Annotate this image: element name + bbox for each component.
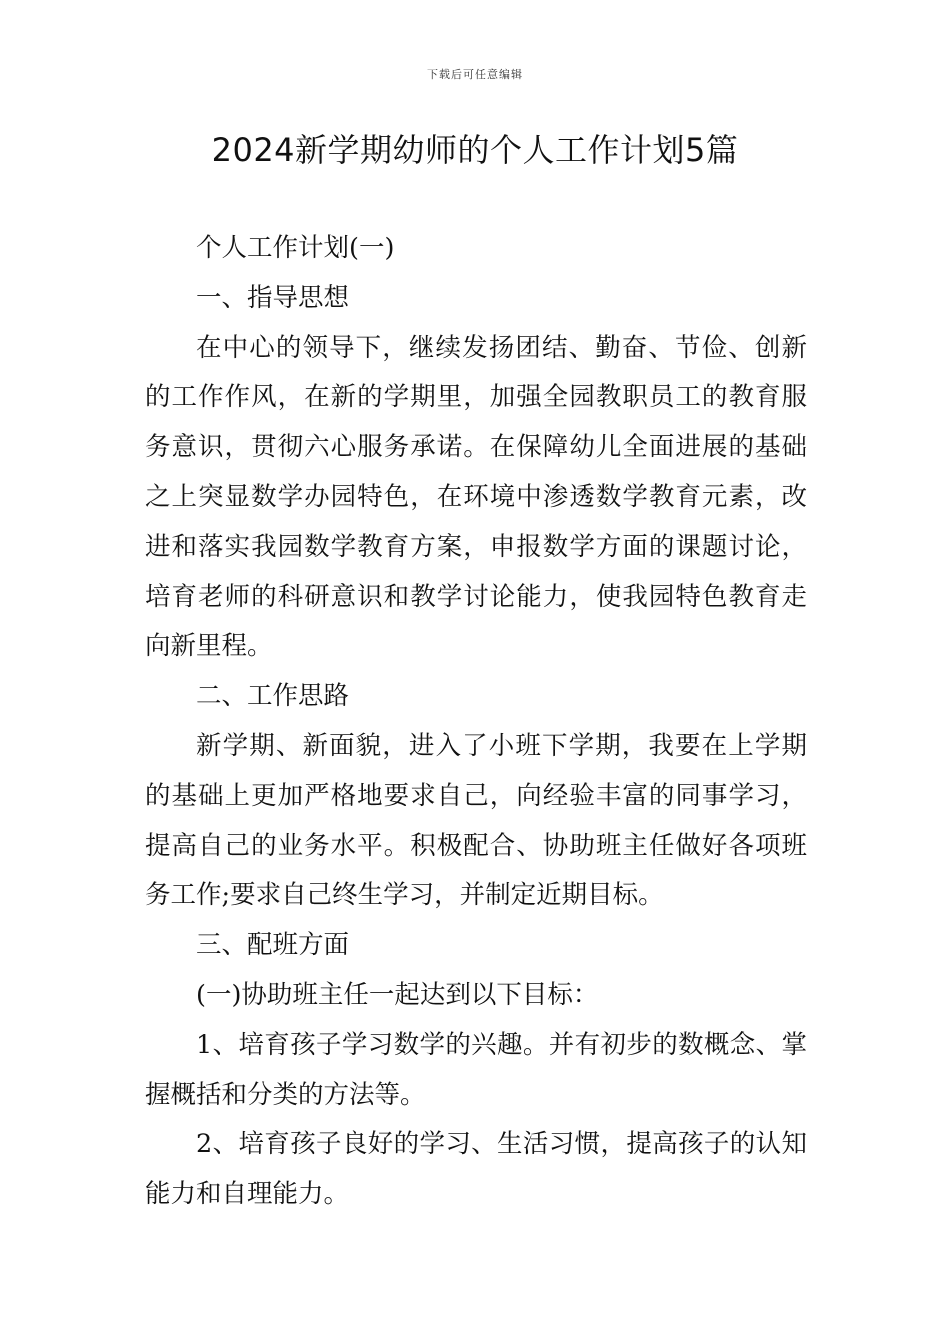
body-paragraph: 在中心的领导下，继续发扬团结、勤奋、节俭、创新的工作作风，在新的学期里，加强全园教职员工的教育服务意识，贯彻六心服务承诺。在保障幼儿全面进展的基础之上突显数学办园特色，在环境中渗透数学教育元素，改进和落实我园数学教育方案，申报数学方面的课题讨论，培育老师的科研意识和教学讨论能力，使我园特色教育走向新里程。 xyxy=(145,332,807,662)
section-heading-plan-one: 个人工作计划(一) xyxy=(196,233,395,263)
document-body xyxy=(145,224,807,1220)
section-heading-guiding-thought: 一、指导思想 xyxy=(196,282,350,313)
body-paragraph: 新学期、新面貌，进入了小班下学期，我要在上学期的基础上更加严格地要求自己，向经验丰富的同事学习，提高自己的业务水平。积极配合、协助班主任做好各项班务工作;要求自己终生学习，并制定近期目标。 xyxy=(145,730,807,911)
section-heading-work-approach: 二、工作思路 xyxy=(196,681,350,712)
document-title: 2024新学期幼师的个人工作计划5篇 xyxy=(211,131,739,169)
list-item: 2、培育孩子良好的学习、生活习惯，提高孩子的认知能力和自理能力。 xyxy=(145,1129,807,1210)
header-note: 下载后可任意编辑 xyxy=(427,68,523,81)
subsection-heading: (一)协助班主任一起达到以下目标： xyxy=(196,979,599,1010)
section-heading-class-assistance: 三、配班方面 xyxy=(196,930,350,961)
list-item: 1、培育孩子学习数学的兴趣。并有初步的数概念、掌握概括和分类的方法等。 xyxy=(145,1029,807,1110)
